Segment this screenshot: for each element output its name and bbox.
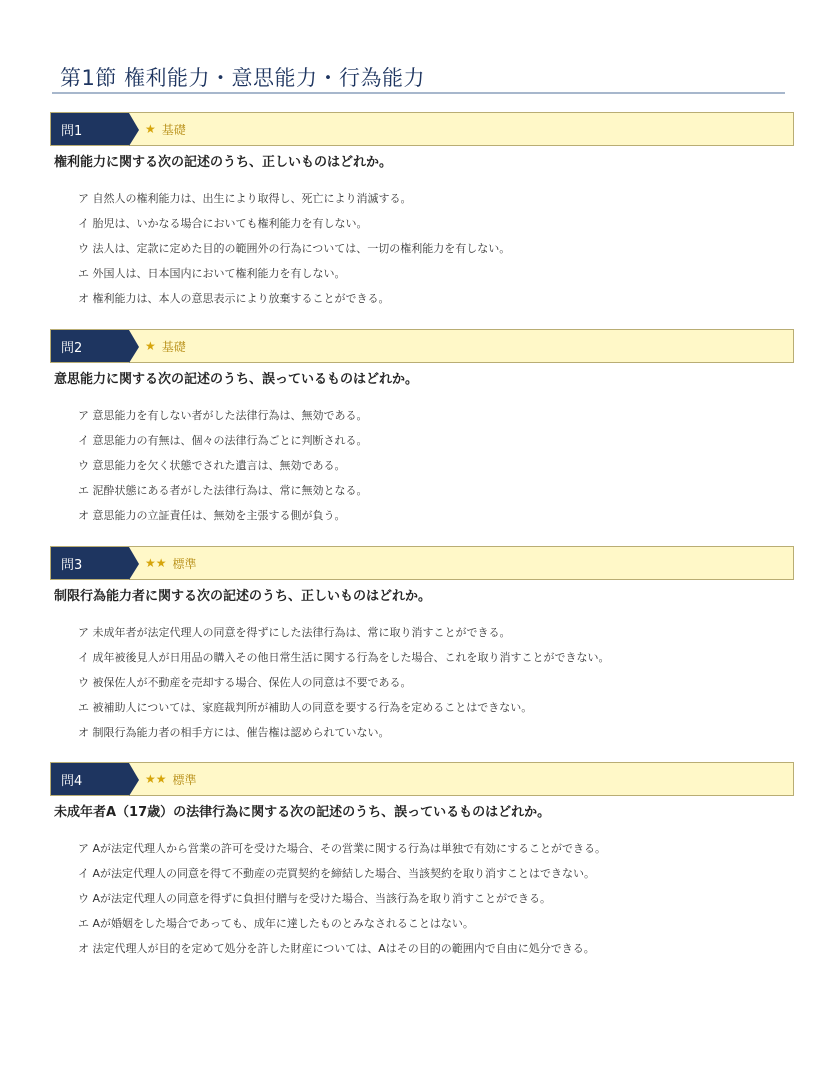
option-a: ア Aが法定代理人から営業の許可を受けた場合、その営業に関する行為は単独で有効にすることができる。 (78, 842, 607, 855)
option-o: オ 制限行為能力者の相手方には、催告権は認められていない。 (78, 726, 390, 739)
question-stem: 意思能力に関する次の記述のうち、誤っているものはどれか。 (54, 372, 419, 387)
option-i: イ 意思能力の有無は、個々の法律行為ごとに判断される。 (78, 434, 368, 447)
option-a: ア 未成年者が法定代理人の同意を得ずにした法律行為は、常に取り消すことができる。 (78, 626, 511, 639)
difficulty-text: 標準 (172, 772, 197, 787)
difficulty-label (129, 113, 793, 145)
option-u: ウ 意思能力を欠く状態でされた遺言は、無効である。 (78, 459, 346, 472)
question-header (50, 762, 794, 796)
answer-options (78, 186, 794, 311)
difficulty-label (129, 330, 793, 362)
option-u: ウ 被保佐人が不動産を売却する場合、保佐人の同意は不要である。 (78, 676, 412, 689)
answer-options (78, 620, 794, 745)
option-a: ア 意思能力を有しない者がした法律行為は、無効である。 (78, 409, 368, 422)
question-stem: 未成年者A（17歳）の法律行為に関する次の記述のうち、誤っているものはどれか。 (54, 805, 551, 820)
page-title: 第1節 権利能力・意思能力・行為能力 (60, 66, 426, 91)
difficulty-label (129, 763, 793, 795)
option-o: オ 権利能力は、本人の意思表示により放棄することができる。 (78, 292, 390, 305)
question-4 (50, 762, 794, 961)
star-icon: ★★ (145, 556, 167, 570)
option-a: ア 自然人の権利能力は、出生により取得し、死亡により消滅する。 (78, 192, 412, 205)
option-i: イ 胎児は、いかなる場合においても権利能力を有しない。 (78, 217, 368, 230)
title-divider (52, 92, 785, 94)
star-icon: ★ (145, 339, 156, 353)
question-stem: 制限行為能力者に関する次の記述のうち、正しいものはどれか。 (54, 589, 432, 604)
question-3 (50, 546, 794, 745)
difficulty-label (129, 547, 793, 579)
question-number-badge: 問1 (51, 113, 129, 145)
option-e: エ 被補助人については、家庭裁判所が補助人の同意を要する行為を定めることはできない。 (78, 701, 533, 714)
answer-options (78, 836, 794, 961)
option-o: オ 意思能力の立証責任は、無効を主張する側が負う。 (78, 509, 346, 522)
option-u: ウ Aが法定代理人の同意を得ずに負担付贈与を受けた場合、当該行為を取り消すことができる。 (78, 892, 552, 905)
star-icon: ★★ (145, 772, 167, 786)
option-i: イ 成年被後見人が日用品の購入その他日常生活に関する行為をした場合、これを取り消すことができない。 (78, 651, 610, 664)
question-1 (50, 112, 794, 311)
option-o: オ 法定代理人が目的を定めて処分を許した財産については、Aはその目的の範囲内で自由に処分できる。 (78, 942, 595, 955)
question-header (50, 112, 794, 146)
option-i: イ Aが法定代理人の同意を得て不動産の売買契約を締結した場合、当該契約を取り消すことはできない。 (78, 867, 596, 880)
question-number-badge: 問4 (51, 763, 129, 795)
option-u: ウ 法人は、定款に定めた目的の範囲外の行為については、一切の権利能力を有しない。 (78, 242, 511, 255)
option-e: エ 泥酔状態にある者がした法律行為は、常に無効となる。 (78, 484, 368, 497)
star-icon: ★ (145, 122, 156, 136)
question-number-badge: 問3 (51, 547, 129, 579)
question-2 (50, 329, 794, 528)
difficulty-text: 標準 (172, 556, 197, 571)
question-number-badge: 問2 (51, 330, 129, 362)
question-header (50, 329, 794, 363)
difficulty-text: 基礎 (161, 339, 186, 354)
answer-options (78, 403, 794, 528)
question-stem: 権利能力に関する次の記述のうち、正しいものはどれか。 (54, 155, 393, 170)
option-e: エ 外国人は、日本国内において権利能力を有しない。 (78, 267, 346, 280)
question-header (50, 546, 794, 580)
difficulty-text: 基礎 (161, 122, 186, 137)
option-e: エ Aが婚姻をした場合であっても、成年に達したものとみなされることはない。 (78, 917, 474, 930)
